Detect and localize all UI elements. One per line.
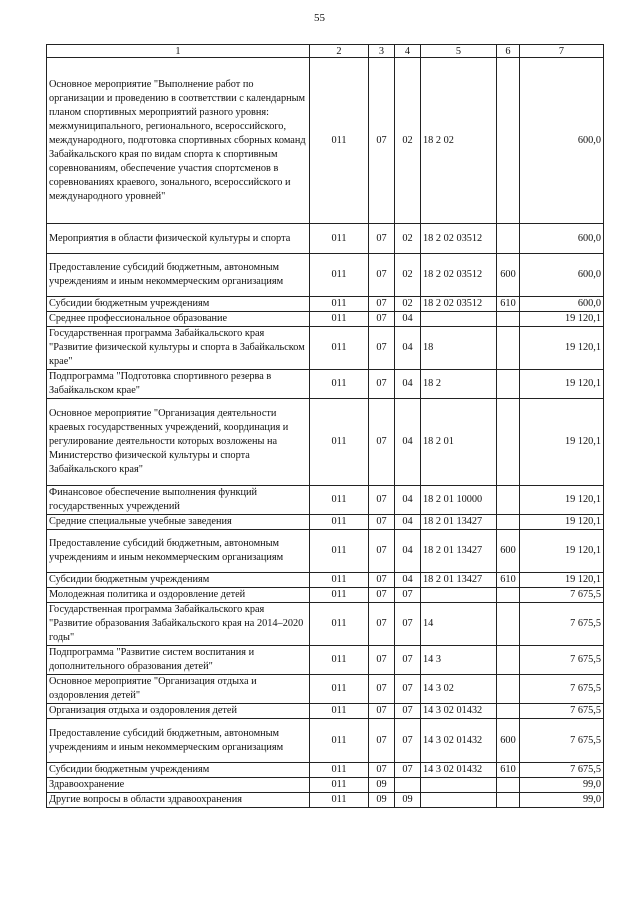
row-subsection-cell: [395, 778, 421, 793]
table-row: [47, 399, 604, 486]
header-col-6: 6: [497, 45, 520, 58]
row-admin-code-cell: 011: [310, 297, 369, 312]
table-row: [47, 573, 604, 588]
table-row: [47, 254, 604, 297]
row-section-cell: 07: [369, 646, 395, 675]
row-admin-code-cell: 011: [310, 530, 369, 573]
row-name-cell: Субсидии бюджетным учреждениям: [47, 297, 310, 312]
row-target-article-cell: [421, 778, 497, 793]
row-amount-cell: 600,0: [520, 58, 604, 224]
row-admin-code-cell: 011: [310, 254, 369, 297]
row-name-cell: Средние специальные учебные заведения: [47, 515, 310, 530]
row-name-cell: Подпрограмма "Подготовка спортивного резерва в Забайкальском крае": [47, 370, 310, 399]
row-amount-cell: 7 675,5: [520, 603, 604, 646]
row-section-cell: 09: [369, 793, 395, 808]
table-row: [47, 763, 604, 778]
row-expense-type-cell: 610: [497, 763, 520, 778]
row-expense-type-cell: [497, 603, 520, 646]
row-target-article-cell: 18 2 01 13427: [421, 515, 497, 530]
row-admin-code-cell: 011: [310, 327, 369, 370]
table-row: [47, 530, 604, 573]
row-target-article-cell: 18 2 01 10000: [421, 486, 497, 515]
row-name-cell: Субсидии бюджетным учреждениям: [47, 573, 310, 588]
row-subsection-cell: 04: [395, 370, 421, 399]
row-subsection-cell: 07: [395, 675, 421, 704]
row-name-cell: Здравоохранение: [47, 778, 310, 793]
table-body: [47, 58, 604, 808]
row-expense-type-cell: [497, 486, 520, 515]
row-expense-type-cell: [497, 704, 520, 719]
row-target-article-cell: 14 3 02: [421, 675, 497, 704]
row-admin-code-cell: 011: [310, 704, 369, 719]
row-expense-type-cell: 610: [497, 297, 520, 312]
row-name-cell: Субсидии бюджетным учреждениям: [47, 763, 310, 778]
row-amount-cell: 19 120,1: [520, 327, 604, 370]
row-admin-code-cell: 011: [310, 778, 369, 793]
row-section-cell: 07: [369, 327, 395, 370]
row-section-cell: 07: [369, 312, 395, 327]
row-expense-type-cell: 600: [497, 530, 520, 573]
table-row: [47, 778, 604, 793]
table-row: [47, 793, 604, 808]
row-expense-type-cell: [497, 399, 520, 486]
row-expense-type-cell: 600: [497, 719, 520, 763]
row-name-cell: Молодежная политика и оздоровление детей: [47, 588, 310, 603]
row-target-article-cell: 18 2 02 03512: [421, 224, 497, 254]
row-subsection-cell: 07: [395, 588, 421, 603]
row-section-cell: 09: [369, 778, 395, 793]
row-amount-cell: 7 675,5: [520, 675, 604, 704]
table-row: [47, 297, 604, 312]
row-section-cell: 07: [369, 763, 395, 778]
row-amount-cell: 19 120,1: [520, 515, 604, 530]
row-subsection-cell: 04: [395, 486, 421, 515]
row-section-cell: 07: [369, 370, 395, 399]
header-col-1: 1: [47, 45, 310, 58]
row-expense-type-cell: [497, 588, 520, 603]
row-expense-type-cell: [497, 515, 520, 530]
row-expense-type-cell: [497, 312, 520, 327]
row-subsection-cell: 02: [395, 224, 421, 254]
table-row: [47, 675, 604, 704]
row-name-cell: Предоставление субсидий бюджетным, автономным учреждениям и иным некоммерческим организациям: [47, 530, 310, 573]
row-admin-code-cell: 011: [310, 793, 369, 808]
row-target-article-cell: 18 2 01: [421, 399, 497, 486]
row-target-article-cell: 18: [421, 327, 497, 370]
row-amount-cell: 600,0: [520, 254, 604, 297]
table-row: [47, 719, 604, 763]
row-target-article-cell: [421, 588, 497, 603]
row-amount-cell: 7 675,5: [520, 646, 604, 675]
row-admin-code-cell: 011: [310, 515, 369, 530]
header-col-2: 2: [310, 45, 369, 58]
row-name-cell: Государственная программа Забайкальского края "Развитие физической культуры и спорта в Забайкальском крае": [47, 327, 310, 370]
row-name-cell: Финансовое обеспечение выполнения функций государственных учреждений: [47, 486, 310, 515]
row-section-cell: 07: [369, 573, 395, 588]
row-amount-cell: 19 120,1: [520, 399, 604, 486]
row-subsection-cell: 07: [395, 704, 421, 719]
row-section-cell: 07: [369, 515, 395, 530]
row-amount-cell: 19 120,1: [520, 573, 604, 588]
table-row: [47, 704, 604, 719]
header-col-4: 4: [395, 45, 421, 58]
row-amount-cell: 99,0: [520, 778, 604, 793]
row-name-cell: Основное мероприятие "Организация деятельности краевых государственных учреждений, координация и регулирование деятельности которых возложены на Министерство физической культуры и спорта Забайкальского края": [47, 399, 310, 486]
row-section-cell: 07: [369, 719, 395, 763]
row-amount-cell: 7 675,5: [520, 704, 604, 719]
row-target-article-cell: 18 2 02 03512: [421, 297, 497, 312]
row-section-cell: 07: [369, 297, 395, 312]
row-target-article-cell: 14 3 02 01432: [421, 704, 497, 719]
row-target-article-cell: 14: [421, 603, 497, 646]
row-section-cell: 07: [369, 224, 395, 254]
table-row: [47, 603, 604, 646]
row-admin-code-cell: 011: [310, 573, 369, 588]
row-expense-type-cell: [497, 675, 520, 704]
row-target-article-cell: [421, 793, 497, 808]
row-expense-type-cell: 610: [497, 573, 520, 588]
row-target-article-cell: [421, 312, 497, 327]
row-subsection-cell: 07: [395, 603, 421, 646]
row-subsection-cell: 04: [395, 327, 421, 370]
row-expense-type-cell: [497, 58, 520, 224]
row-admin-code-cell: 011: [310, 646, 369, 675]
row-admin-code-cell: 011: [310, 763, 369, 778]
row-expense-type-cell: 600: [497, 254, 520, 297]
row-subsection-cell: 09: [395, 793, 421, 808]
table-row: [47, 588, 604, 603]
row-name-cell: Организация отдыха и оздоровления детей: [47, 704, 310, 719]
row-subsection-cell: 07: [395, 763, 421, 778]
row-name-cell: Основное мероприятие "Выполнение работ по организации и проведению в соответствии с календарным планом спортивных мероприятий разного уровня: межмуниципального, регионального, всероссийского, международного, подготовка спортивных сборных команд Забайкальского края по видам спорта к спортивным соревнованиям, обеспечение участия спортсменов в соревнованиях краевого, зонального, всероссийского и международного уровней": [47, 58, 310, 224]
row-amount-cell: 19 120,1: [520, 530, 604, 573]
table-row: [47, 515, 604, 530]
row-target-article-cell: 14 3: [421, 646, 497, 675]
row-name-cell: Государственная программа Забайкальского края "Развитие образования Забайкальского края на 2014–2020 годы": [47, 603, 310, 646]
row-admin-code-cell: 011: [310, 588, 369, 603]
row-target-article-cell: 18 2 01 13427: [421, 573, 497, 588]
row-name-cell: Предоставление субсидий бюджетным, автономным учреждениям и иным некоммерческим организациям: [47, 719, 310, 763]
row-subsection-cell: 04: [395, 399, 421, 486]
row-section-cell: 07: [369, 675, 395, 704]
row-name-cell: Мероприятия в области физической культуры и спорта: [47, 224, 310, 254]
row-target-article-cell: 18 2 02: [421, 58, 497, 224]
table-row: [47, 312, 604, 327]
row-expense-type-cell: [497, 793, 520, 808]
row-section-cell: 07: [369, 603, 395, 646]
row-admin-code-cell: 011: [310, 58, 369, 224]
row-expense-type-cell: [497, 646, 520, 675]
header-col-5: 5: [421, 45, 497, 58]
row-subsection-cell: 07: [395, 646, 421, 675]
row-expense-type-cell: [497, 370, 520, 399]
row-admin-code-cell: 011: [310, 486, 369, 515]
row-expense-type-cell: [497, 778, 520, 793]
header-col-3: 3: [369, 45, 395, 58]
row-name-cell: Другие вопросы в области здравоохранения: [47, 793, 310, 808]
row-name-cell: Среднее профессиональное образование: [47, 312, 310, 327]
row-amount-cell: 19 120,1: [520, 486, 604, 515]
row-amount-cell: 7 675,5: [520, 588, 604, 603]
budget-table: [46, 44, 604, 808]
row-section-cell: 07: [369, 530, 395, 573]
row-target-article-cell: 18 2 01 13427: [421, 530, 497, 573]
row-amount-cell: 7 675,5: [520, 763, 604, 778]
row-amount-cell: 7 675,5: [520, 719, 604, 763]
row-amount-cell: 99,0: [520, 793, 604, 808]
row-admin-code-cell: 011: [310, 399, 369, 486]
row-subsection-cell: 02: [395, 58, 421, 224]
row-admin-code-cell: 011: [310, 312, 369, 327]
row-subsection-cell: 04: [395, 515, 421, 530]
row-expense-type-cell: [497, 224, 520, 254]
row-subsection-cell: 07: [395, 719, 421, 763]
row-amount-cell: 19 120,1: [520, 312, 604, 327]
row-name-cell: Предоставление субсидий бюджетным, автономным учреждениям и иным некоммерческим организациям: [47, 254, 310, 297]
row-section-cell: 07: [369, 399, 395, 486]
row-admin-code-cell: 011: [310, 603, 369, 646]
row-name-cell: Основное мероприятие "Организация отдыха и оздоровления детей": [47, 675, 310, 704]
row-section-cell: 07: [369, 254, 395, 297]
row-admin-code-cell: 011: [310, 675, 369, 704]
row-subsection-cell: 02: [395, 254, 421, 297]
row-target-article-cell: 18 2 02 03512: [421, 254, 497, 297]
row-expense-type-cell: [497, 327, 520, 370]
row-target-article-cell: 14 3 02 01432: [421, 719, 497, 763]
row-admin-code-cell: 011: [310, 224, 369, 254]
row-section-cell: 07: [369, 486, 395, 515]
table-header-row: [47, 45, 604, 58]
header-col-7: 7: [520, 45, 604, 58]
row-target-article-cell: 14 3 02 01432: [421, 763, 497, 778]
table-row: [47, 224, 604, 254]
row-amount-cell: 19 120,1: [520, 370, 604, 399]
table-row: [47, 370, 604, 399]
row-section-cell: 07: [369, 58, 395, 224]
row-admin-code-cell: 011: [310, 370, 369, 399]
row-subsection-cell: 04: [395, 312, 421, 327]
row-section-cell: 07: [369, 588, 395, 603]
row-subsection-cell: 04: [395, 573, 421, 588]
row-admin-code-cell: 011: [310, 719, 369, 763]
table-row: [47, 58, 604, 224]
row-target-article-cell: 18 2: [421, 370, 497, 399]
row-amount-cell: 600,0: [520, 297, 604, 312]
row-amount-cell: 600,0: [520, 224, 604, 254]
row-section-cell: 07: [369, 704, 395, 719]
table-row: [47, 646, 604, 675]
table-row: [47, 327, 604, 370]
table-row: [47, 486, 604, 515]
row-subsection-cell: 02: [395, 297, 421, 312]
row-name-cell: Подпрограмма "Развитие систем воспитания и дополнительного образования детей": [47, 646, 310, 675]
row-subsection-cell: 04: [395, 530, 421, 573]
page-number: 55: [314, 12, 325, 24]
